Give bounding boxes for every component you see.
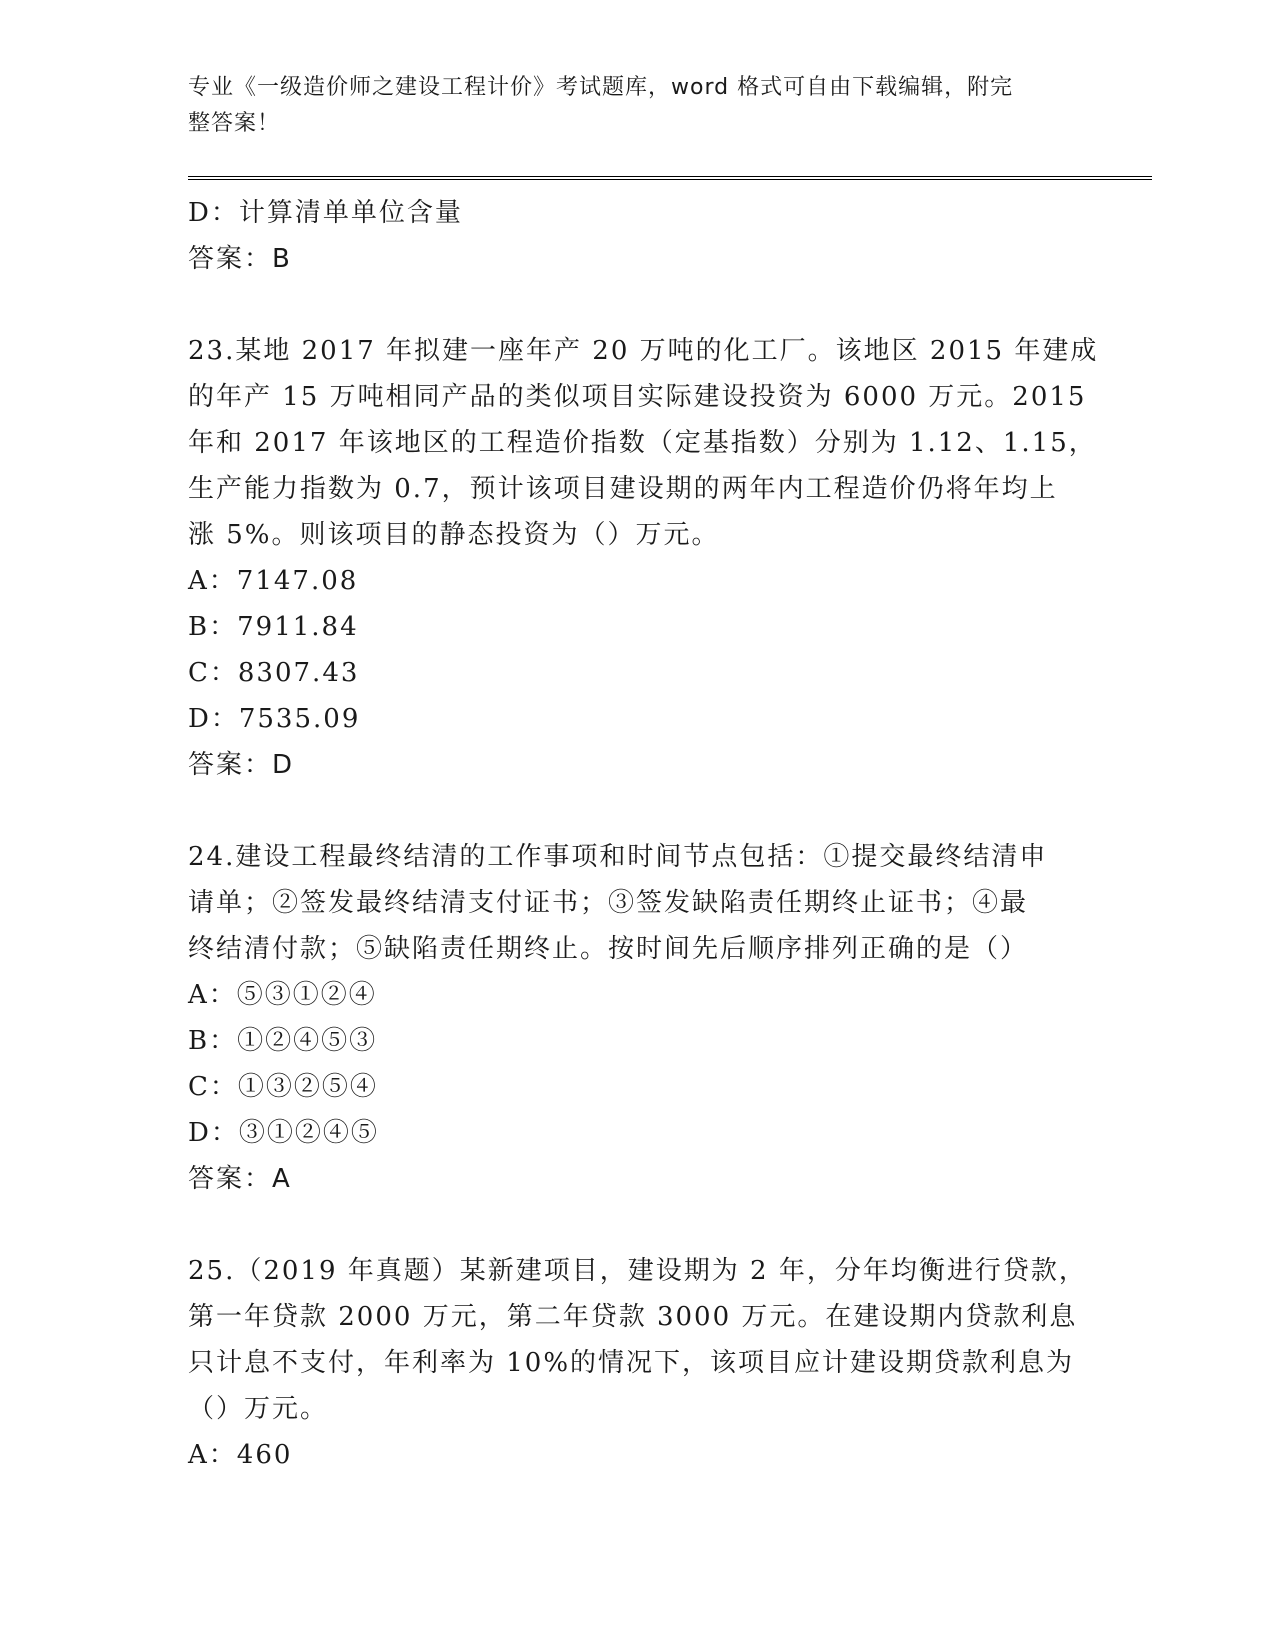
q24-option-b: B：①②④⑤③ [188, 1026, 378, 1056]
q24-stem-line: 终结清付款；⑤缺陷责任期终止。按时间先后顺序排列正确的是（） [188, 934, 1029, 964]
q23-stem-line: 23.某地 2017 年拟建一座年产 20 万吨的化工厂。该地区 2015 年建成 [188, 336, 1099, 366]
q23-option-a: A：7147.08 [188, 566, 359, 596]
q24-option-a: A：⑤③①②④ [188, 980, 377, 1010]
header-line-1: 专业《一级造价师之建设工程计价》考试题库，word 格式可自由下载编辑，附完 [188, 75, 1014, 100]
question-22-tail [188, 190, 1088, 282]
question-24 [188, 834, 1088, 1202]
q23-stem-line: 涨 5%。则该项目的静态投资为（）万元。 [188, 520, 720, 550]
q23-stem-line: 年和 2017 年该地区的工程造价指数（定基指数）分别为 1.12、1.15， [188, 428, 1097, 458]
q25-stem-line: 第一年贷款 2000 万元，第二年贷款 3000 万元。在建设期内贷款利息 [188, 1302, 1078, 1332]
spacer [188, 282, 1088, 328]
spacer [188, 1202, 1088, 1248]
question-23 [188, 328, 1099, 788]
q25-stem-line: 只计息不支付，年利率为 10%的情况下，该项目应计建设期贷款利息为 [188, 1348, 1075, 1378]
q24-option-c: C：①③②⑤④ [188, 1072, 378, 1102]
q23-stem-line: 生产能力指数为 0.7，预计该项目建设期的两年内工程造价仍将年均上 [188, 474, 1058, 504]
page-header [188, 70, 1088, 142]
spacer [188, 788, 1088, 834]
q23-option-d: D：7535.09 [188, 704, 361, 734]
q24-stem-line: 24.建设工程最终结清的工作事项和时间节点包括：①提交最终结清申 [188, 842, 1048, 872]
q22-answer: 答案：B [188, 244, 292, 274]
q24-option-d: D：③①②④⑤ [188, 1118, 379, 1148]
header-divider [188, 176, 1152, 180]
q23-option-c: C：8307.43 [188, 658, 360, 688]
q24-stem-line: 请单；②签发最终结清支付证书；③签发缺陷责任期终止证书；④最 [188, 888, 1029, 918]
q22-option-d: D：计算清单单位含量 [188, 198, 463, 228]
q25-stem-line: 25.（2019 年真题）某新建项目，建设期为 2 年，分年均衡进行贷款， [188, 1256, 1087, 1286]
q23-answer: 答案：D [188, 750, 295, 780]
q24-answer: 答案：A [188, 1164, 292, 1194]
q25-option-a: A：460 [188, 1440, 293, 1470]
q23-stem-line: 的年产 15 万吨相同产品的类似项目实际建设投资为 6000 万元。2015 [188, 382, 1087, 412]
question-25 [188, 1248, 1088, 1478]
q25-stem-line: （）万元。 [188, 1394, 329, 1424]
header-line-2: 整答案！ [188, 111, 281, 136]
q23-option-b: B：7911.84 [188, 612, 359, 642]
document-body [188, 190, 1099, 1478]
